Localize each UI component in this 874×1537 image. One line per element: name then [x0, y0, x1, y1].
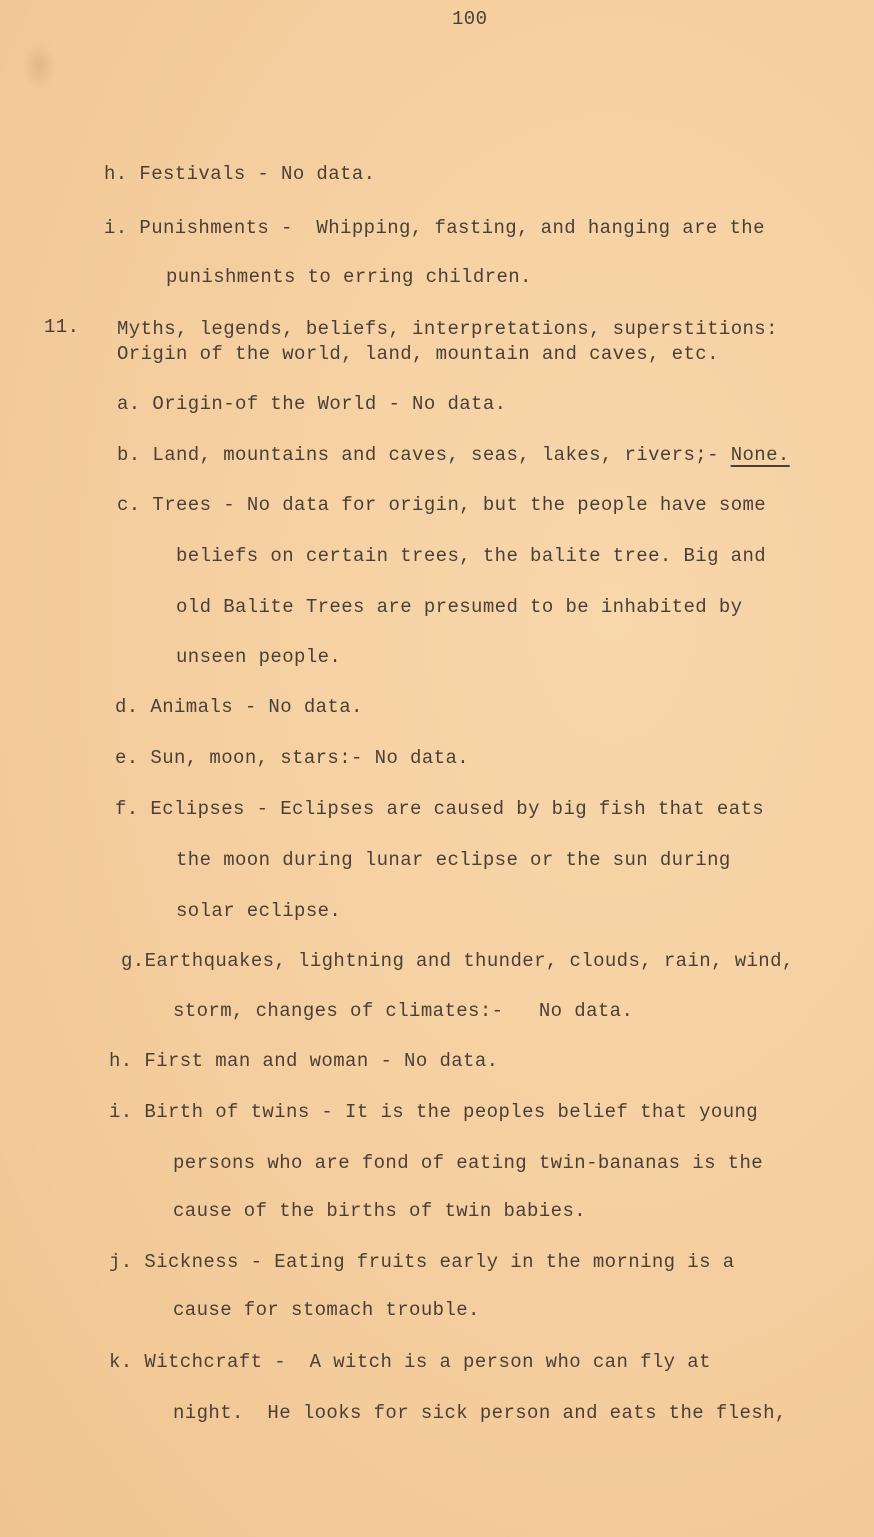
line-land-text: b. Land, mountains and caves, seas, lakes, rivers;-: [117, 444, 731, 466]
line-festivals: h. Festivals - No data.: [104, 163, 376, 185]
line-trees-2: beliefs on certain trees, the balite tree. Big and: [176, 545, 767, 567]
line-punishments-2: punishments to erring children.: [166, 266, 532, 288]
line-eclipses-1: f. Eclipses - Eclipses are caused by big fish that eats: [115, 798, 765, 820]
line-eclipses-3: solar eclipse.: [176, 900, 342, 922]
line-witchcraft-1: k. Witchcraft - A witch is a person who can fly at: [109, 1351, 711, 1373]
line-trees-4: unseen people.: [176, 646, 342, 668]
line-sickness-1: j. Sickness - Eating fruits early in the morning is a: [109, 1251, 735, 1273]
paper-stain: [22, 42, 56, 90]
line-sickness-2: cause for stomach trouble.: [173, 1299, 480, 1321]
line-twins-2: persons who are fond of eating twin-bananas is the: [173, 1152, 764, 1174]
line-earthquakes-1: g.Earthquakes, lightning and thunder, clouds, rain, wind,: [121, 950, 794, 972]
page-number: 100: [452, 8, 488, 30]
line-eclipses-2: the moon during lunar eclipse or the sun during: [176, 849, 731, 871]
section-11-heading-1: Myths, legends, beliefs, interpretations, superstitions:: [117, 318, 778, 340]
line-witchcraft-2: night. He looks for sick person and eats the flesh,: [173, 1402, 787, 1424]
none-underlined: None.: [730, 444, 790, 466]
line-origin-world: a. Origin-of the World - No data.: [117, 393, 507, 415]
line-trees-1: c. Trees - No data for origin, but the people have some: [117, 494, 767, 516]
line-earthquakes-2: storm, changes of climates:- No data.: [173, 1000, 634, 1022]
line-animals: d. Animals - No data.: [115, 696, 363, 718]
line-twins-3: cause of the births of twin babies.: [173, 1200, 587, 1222]
line-punishments-1: i. Punishments - Whipping, fasting, and hanging are the: [104, 217, 765, 239]
line-sun-moon: e. Sun, moon, stars:- No data.: [115, 747, 470, 769]
line-trees-3: old Balite Trees are presumed to be inhabited by: [176, 596, 743, 618]
line-first-man: h. First man and woman - No data.: [109, 1050, 499, 1072]
section-11-number: 11.: [44, 316, 80, 338]
line-twins-1: i. Birth of twins - It is the peoples belief that young: [109, 1101, 759, 1123]
line-land: [117, 444, 790, 466]
section-11-heading-2: Origin of the world, land, mountain and caves, etc.: [117, 343, 719, 365]
